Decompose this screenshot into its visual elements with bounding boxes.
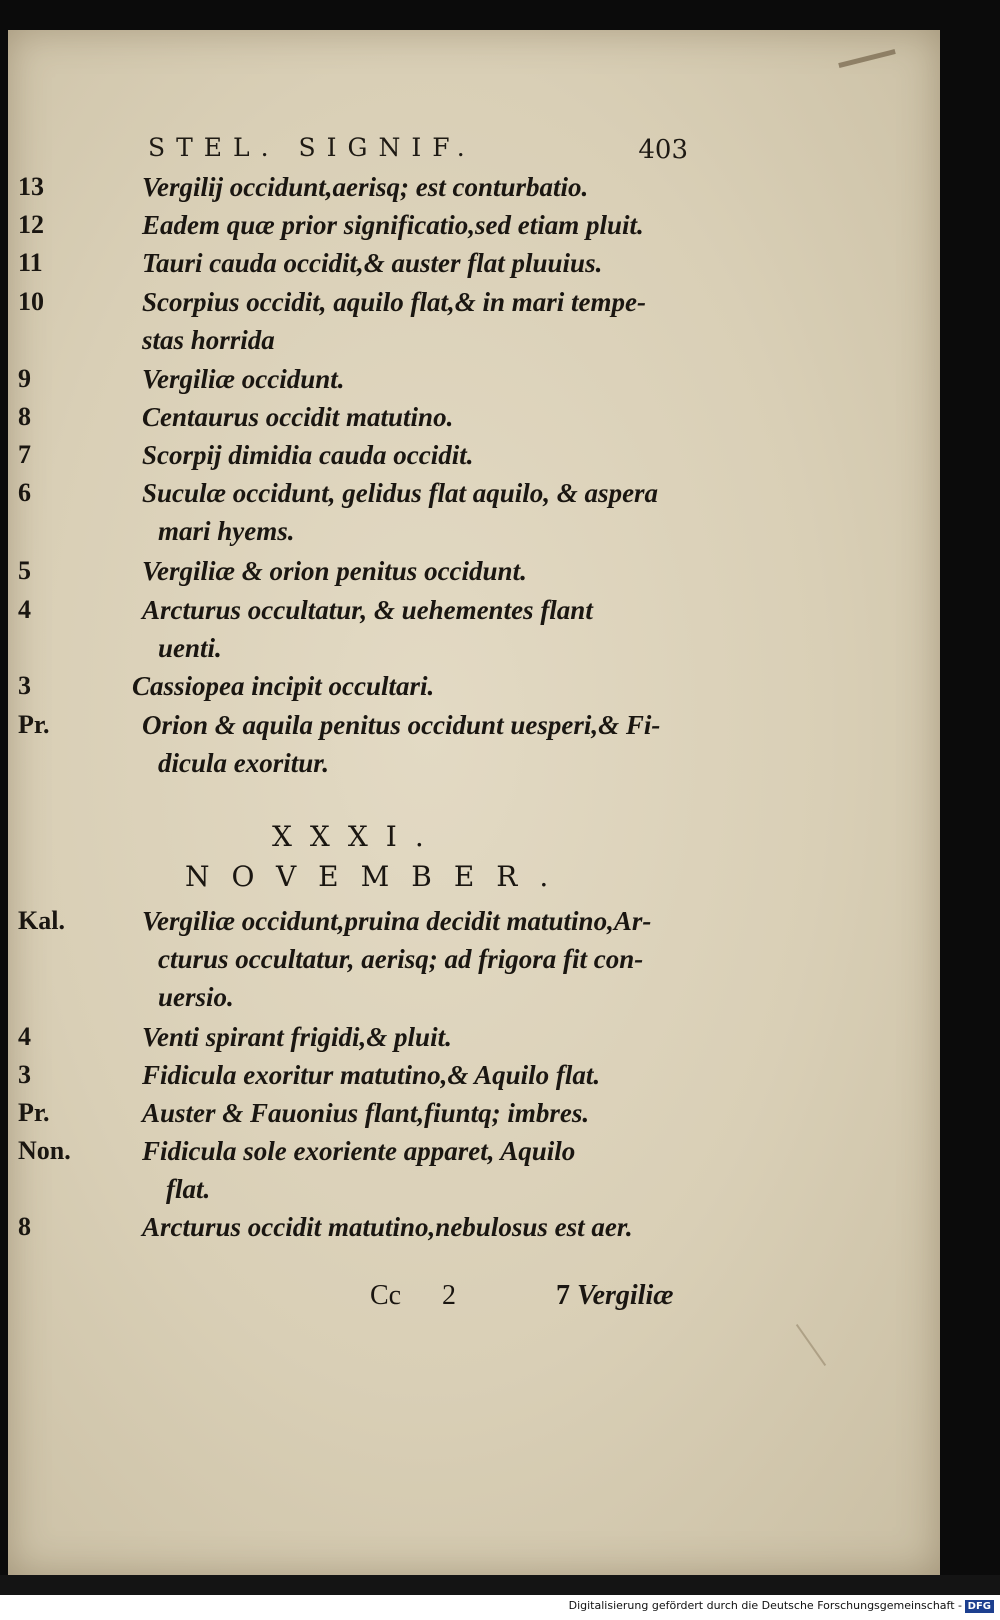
entry-line	[0, 210, 940, 250]
entry-text: Scorpius occidit, aquilo flat,& in mari tempe-	[142, 287, 647, 317]
catchword-text: Vergiliæ	[577, 1280, 674, 1311]
entry-line	[0, 287, 940, 327]
entry-text: flat.	[166, 1174, 211, 1204]
entry-line	[0, 1022, 940, 1062]
day-number: 5	[18, 556, 31, 585]
entry-text: Centaurus occidit matutino.	[142, 402, 454, 432]
catchword-number: 7	[556, 1280, 570, 1311]
entry-line	[0, 1060, 940, 1100]
entry-line-continued	[0, 516, 940, 556]
scan-border	[0, 1575, 1000, 1595]
entry-text: mari hyems.	[158, 516, 295, 546]
entry-text: uersio.	[158, 982, 234, 1012]
catchword	[556, 1280, 673, 1312]
day-number: 10	[18, 287, 44, 316]
month-heading: NOVEMBER.	[185, 860, 571, 893]
dfg-logo: DFG	[965, 1600, 994, 1613]
entry-text: uenti.	[158, 633, 222, 663]
entry-text: Vergiliæ occidunt,pruina decidit matutino,Ar-	[142, 906, 652, 936]
section-number: XXXI.	[272, 820, 442, 853]
signature-number: 2	[442, 1280, 456, 1311]
entry-line	[0, 1212, 940, 1252]
entry-text: stas horrida	[142, 325, 275, 355]
page-header	[148, 133, 688, 173]
entry-line-continued	[0, 944, 940, 984]
day-number: 4	[18, 595, 31, 624]
day-number: 3	[18, 671, 31, 700]
day-number: 8	[18, 402, 31, 431]
day-number: 9	[18, 364, 31, 393]
entry-text: cturus occultatur, aerisq; ad frigora fit con-	[158, 944, 644, 974]
credit-text: Digitalisierung gefördert durch die Deutsche Forschungsgemeinschaft -	[568, 1599, 962, 1612]
page-number: 403	[638, 135, 688, 165]
day-number: 13	[18, 172, 44, 201]
day-number: Pr.	[18, 1098, 50, 1127]
entry-line-continued	[0, 633, 940, 673]
day-number: 7	[18, 440, 31, 469]
entry-text: Vergiliæ & orion penitus occidunt.	[142, 556, 527, 586]
entry-text: dicula exoritur.	[158, 748, 330, 778]
entry-text: Vergiliæ occidunt.	[142, 364, 345, 394]
day-number: 11	[18, 248, 43, 277]
entry-line	[0, 595, 940, 635]
entry-line-continued	[0, 748, 940, 788]
digitization-credit	[0, 1595, 1000, 1620]
entry-line	[0, 402, 940, 442]
day-number: Kal.	[18, 906, 65, 935]
entry-text: Fidicula sole exoriente apparet, Aquilo	[142, 1136, 576, 1166]
entry-text: Arcturus occidit matutino,nebulosus est aer.	[142, 1212, 633, 1242]
day-number: Non.	[18, 1136, 71, 1165]
entry-line	[0, 556, 940, 596]
entry-line	[0, 671, 940, 711]
entry-line-continued	[0, 1174, 940, 1214]
entry-text: Orion & aquila penitus occidunt uesperi,& Fi-	[142, 710, 661, 740]
entry-line	[0, 1098, 940, 1138]
entry-line	[0, 364, 940, 404]
entry-line	[0, 172, 940, 212]
day-number: 3	[18, 1060, 31, 1089]
running-title: STEL. SIGNIF.	[148, 133, 476, 162]
entry-line	[0, 248, 940, 288]
entry-text: Scorpij dimidia cauda occidit.	[142, 440, 474, 470]
entry-text: Venti spirant frigidi,& pluit.	[142, 1022, 452, 1052]
entry-line	[0, 478, 940, 518]
day-number: Pr.	[18, 710, 50, 739]
entry-line-continued	[0, 325, 940, 365]
signature-mark: Cc	[370, 1280, 402, 1311]
entry-text: Eadem quæ prior significatio,sed etiam pluit.	[142, 210, 644, 240]
entry-line-continued	[0, 982, 940, 1022]
day-number: 8	[18, 1212, 31, 1241]
entry-line	[0, 440, 940, 480]
entry-text: Auster & Fauonius flant,fiuntq; imbres.	[142, 1098, 590, 1128]
day-number: 6	[18, 478, 31, 507]
entry-text: Suculæ occidunt, gelidus flat aquilo, & aspera	[142, 478, 659, 508]
entry-text: Fidicula exoritur matutino,& Aquilo flat.	[142, 1060, 601, 1090]
page-footer	[370, 1280, 710, 1320]
entry-text: Cassiopea incipit occultari.	[132, 671, 435, 701]
day-number: 4	[18, 1022, 31, 1051]
entry-text: Arcturus occultatur, & uehementes flant	[142, 595, 593, 625]
entry-text: Tauri cauda occidit,& auster flat pluuius.	[142, 248, 603, 278]
entry-line	[0, 1136, 940, 1176]
entry-line	[0, 906, 940, 946]
entry-line	[0, 710, 940, 750]
entry-text: Vergilij occidunt,aerisq; est conturbatio.	[142, 172, 589, 202]
day-number: 12	[18, 210, 44, 239]
